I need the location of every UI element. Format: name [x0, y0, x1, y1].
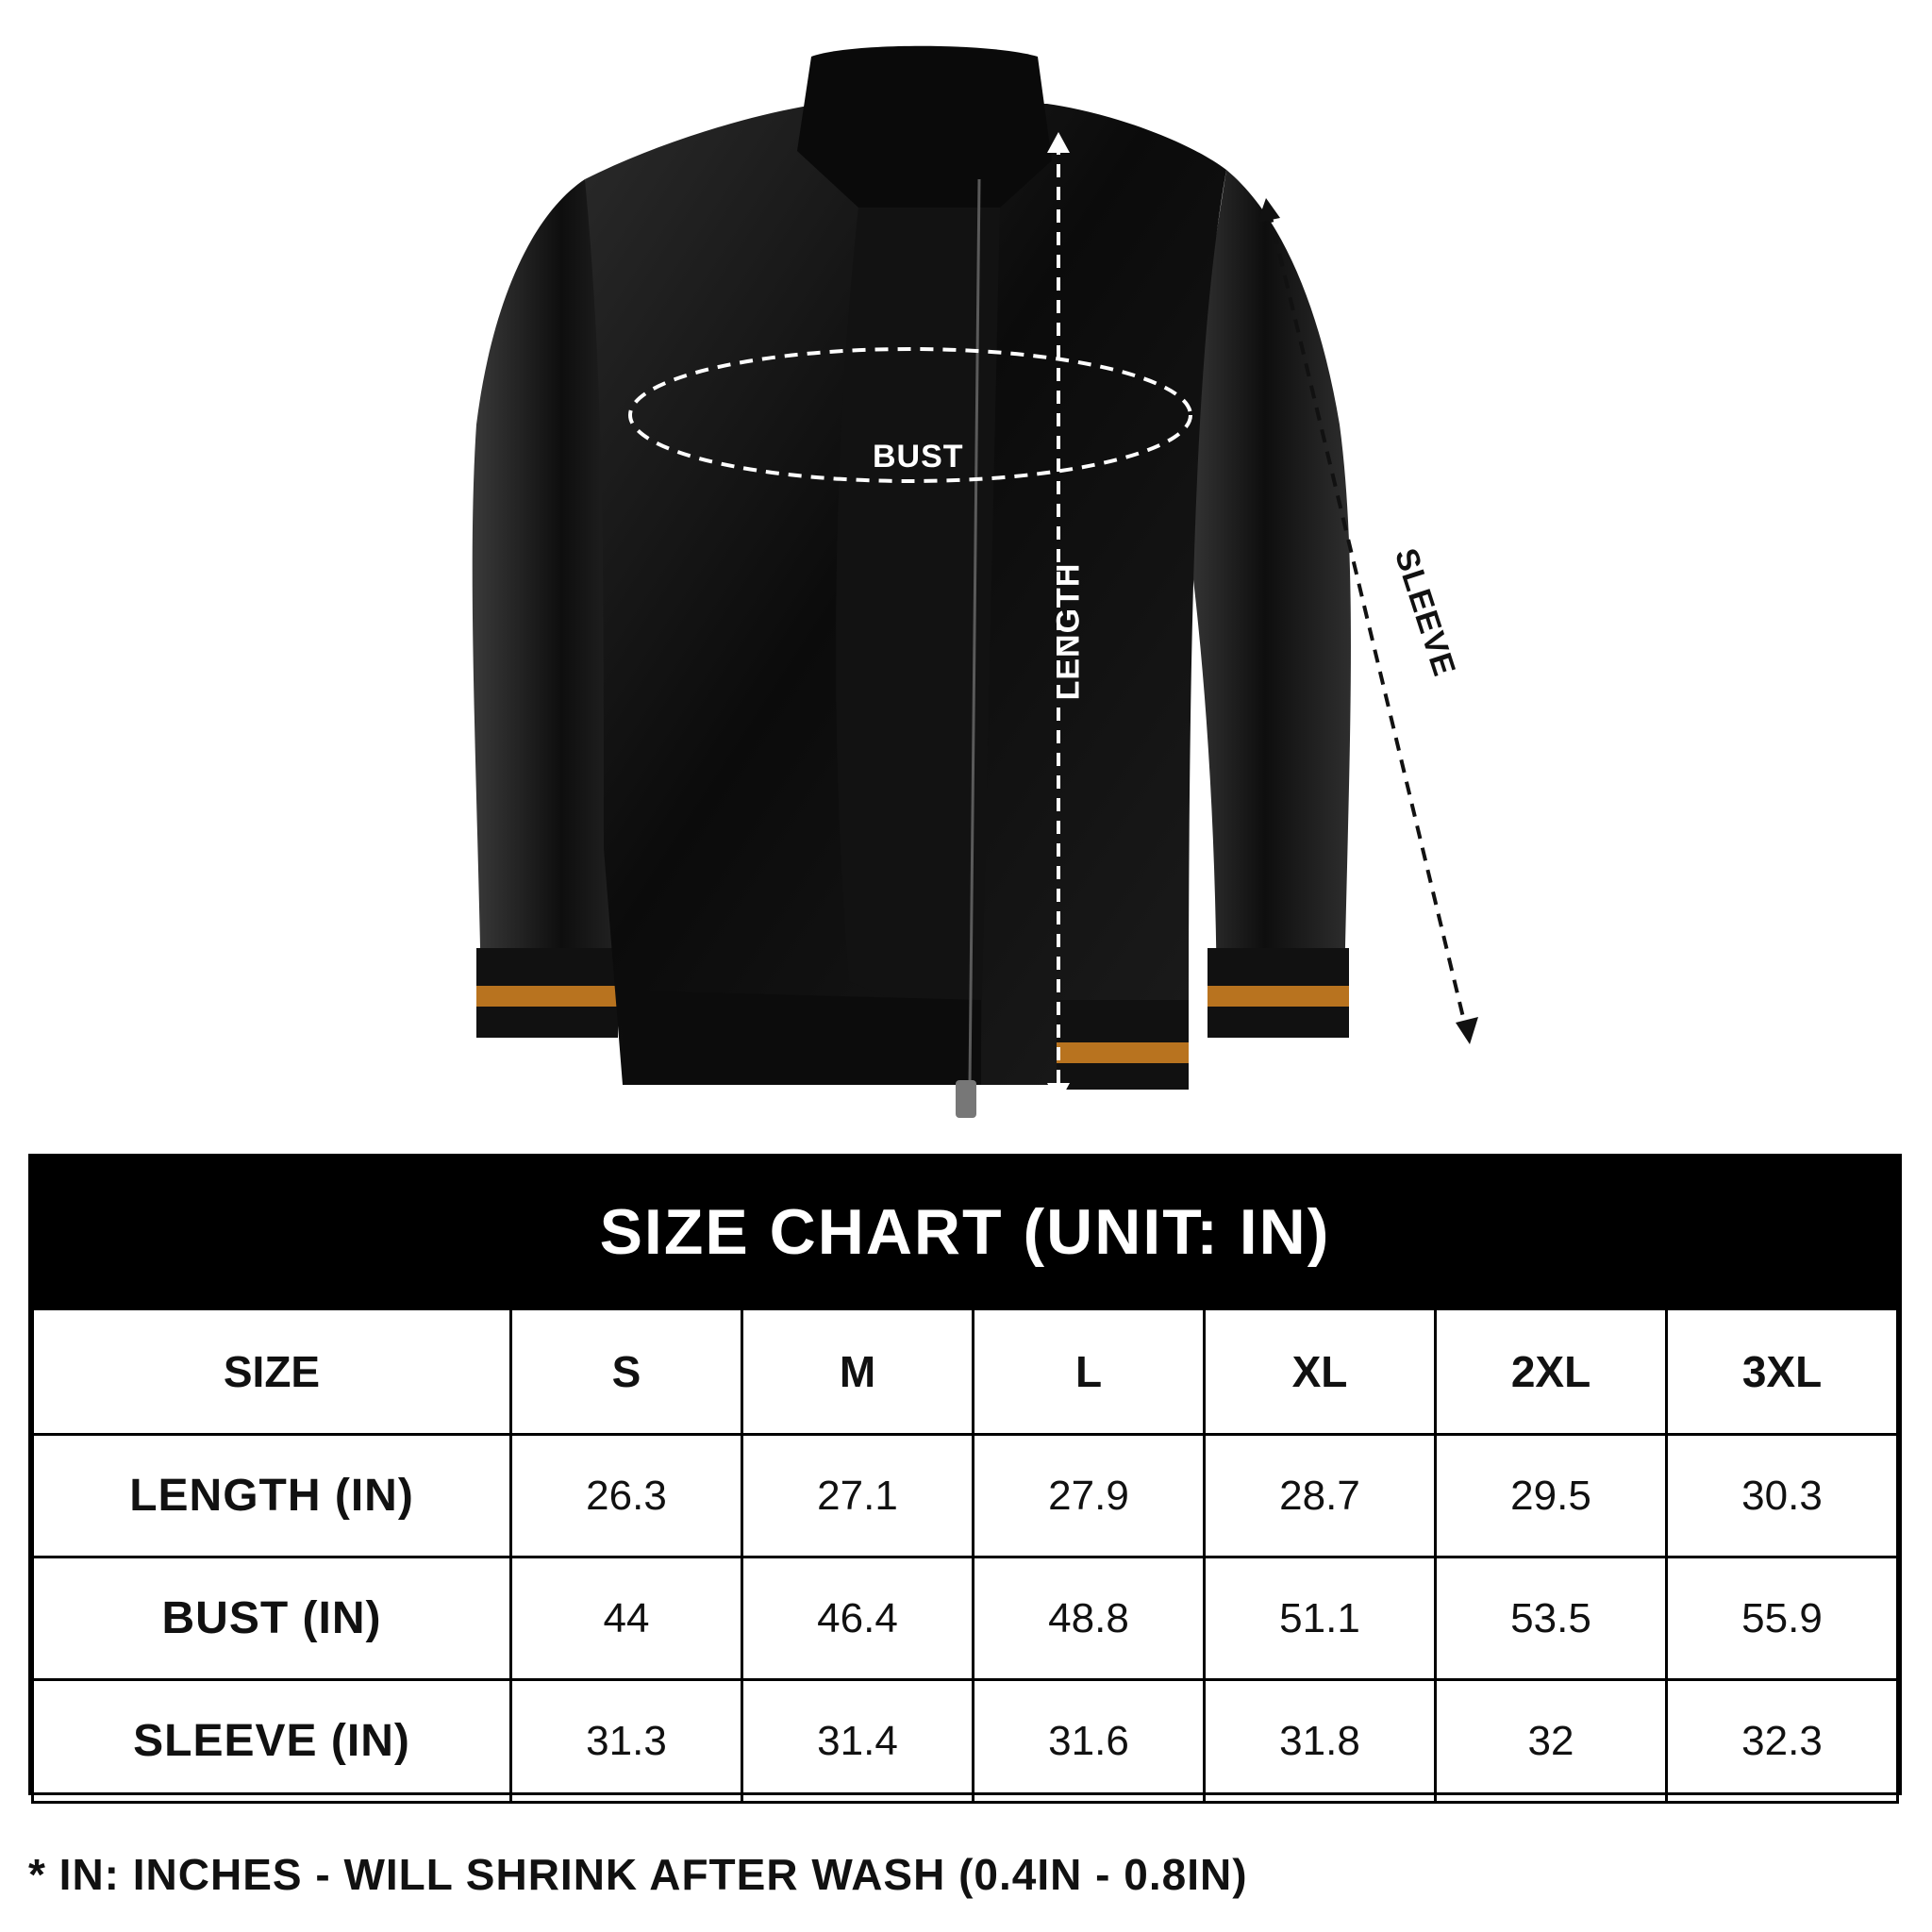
table-cell: 32 [1436, 1680, 1667, 1803]
table-cell: 26.3 [511, 1435, 742, 1557]
table-cell: 27.9 [974, 1435, 1205, 1557]
table-header-row [33, 1309, 1898, 1435]
table-cell: 44 [511, 1557, 742, 1680]
sleeve-label: SLEEVE [1387, 543, 1463, 681]
table-cell: 31.3 [511, 1680, 742, 1803]
header-cell: S [511, 1309, 742, 1435]
length-label: LENGTH [1050, 562, 1087, 701]
size-chart [28, 1154, 1902, 1795]
table-cell: 51.1 [1205, 1557, 1436, 1680]
header-cell: XL [1205, 1309, 1436, 1435]
size-chart-title: SIZE CHART (UNIT: IN) [31, 1157, 1899, 1307]
header-cell: 2XL [1436, 1309, 1667, 1435]
table-cell: 27.1 [742, 1435, 974, 1557]
table-cell: 29.5 [1436, 1435, 1667, 1557]
header-cell: L [974, 1309, 1205, 1435]
table-cell: 31.6 [974, 1680, 1205, 1803]
table-row [33, 1435, 1898, 1557]
table-cell: 28.7 [1205, 1435, 1436, 1557]
table-cell: 30.3 [1667, 1435, 1898, 1557]
table-cell: 32.3 [1667, 1680, 1898, 1803]
table-cell: 31.4 [742, 1680, 974, 1803]
table-cell: 53.5 [1436, 1557, 1667, 1680]
row-label: SLEEVE (IN) [33, 1680, 511, 1803]
header-cell: 3XL [1667, 1309, 1898, 1435]
footnote: * IN: INCHES - WILL SHRINK AFTER WASH (0.4IN - 0.8IN) [28, 1850, 1248, 1899]
table-cell: 55.9 [1667, 1557, 1898, 1680]
table-cell: 48.8 [974, 1557, 1205, 1680]
bust-label: BUST [873, 439, 964, 475]
zipper-pull [956, 1080, 976, 1118]
table-cell: 46.4 [742, 1557, 974, 1680]
table-row [33, 1557, 1898, 1680]
row-label: BUST (IN) [33, 1557, 511, 1680]
header-cell: M [742, 1309, 974, 1435]
collar [797, 46, 1052, 208]
header-cell: SIZE [33, 1309, 511, 1435]
table-cell: 31.8 [1205, 1680, 1436, 1803]
table-row [33, 1680, 1898, 1803]
size-table [31, 1307, 1899, 1804]
row-label: LENGTH (IN) [33, 1435, 511, 1557]
